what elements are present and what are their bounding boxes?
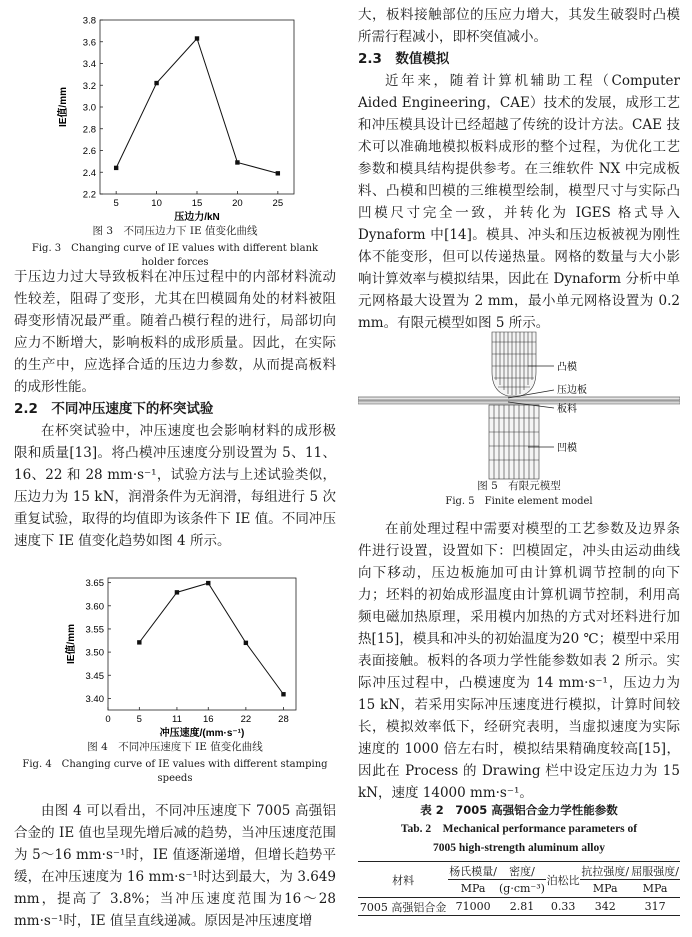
figure3-plot-frame [100,20,294,194]
table-cell: 0.33 [550,900,576,913]
blank-holder-shape [358,397,680,400]
figure5-caption-en: Fig. 5 Finite element model [445,496,593,507]
figure4-y-tick-label: 3.50 [85,647,104,659]
figure3-y-tick-label: 3.0 [82,102,96,114]
figure4-plot-frame [108,578,296,710]
figure3-data-point [276,171,280,175]
figure3-x-tick-label: 10 [151,198,162,209]
table-cell: 71000 [455,900,491,913]
figure4-data-point [206,581,210,585]
figure3-y-tick-label: 3.2 [82,80,96,92]
table-unit-cell: MPa [448,880,498,898]
figure4-y-axis-label: IE值/mm [66,623,77,665]
left-paragraph-2: 在杯突试验中，冲压速度也会影响材料的成形极限和质量[13]。将凸模冲压速度分别设置为 5、11、16、22 和 28 mm·s⁻¹，试验方法与上述试验类似，压边力为 15 kN，润滑条件为无润滑，每组进行 5 次重复试验，取得的均值即为该条件下 IE 值。不同冲压速度下 IE 值变化趋势如图 4 所示。 [14,423,336,549]
figure3-data-point [235,160,239,164]
figure3-y-tick-label: 3.8 [82,15,96,27]
figure4-x-tick-label: 11 [171,714,182,725]
figure3-y-tick-label: 2.4 [82,167,96,179]
table2-title-en-2: 7005 high-strength aluminum alloy [433,842,605,854]
figure3-y-tick-label: 3.4 [82,59,96,70]
figure4-y-tick-label: 3.55 [85,624,104,636]
table-cell: 7005 高强铝合金 [359,900,447,914]
figure3-caption-en: Fig. 3 Changing curve of IE values with different blank holder forces [31,243,319,268]
table-cell: 342 [594,900,616,913]
right-paragraph-1: 近年来，随着计算机辅助工程（Computer Aided Engineering，CAE）技术的发展，成形工艺和冲压模具设计已经超越了传统的设计方法。CAE 技术可以准确地模拟板料成形的整个过程，为优化工艺参数和模具结构提供参考。在三维软件 NX 中完成板料、凸模和凹模的三维模型绘制，模型尺寸与实际凸凹模尺寸完全一致，并转化为 IGES 格式导入 Dynaform 中[14]。模具、冲头和压边板被视为刚性体不能变形，但可以传递热量。网格的数量与大小影响计算效率与模拟结果，因此在 Dynaform 分析中单元网格最大设置为 2 mm，最小单元网格设置为 0.2 mm。有限元模型如图 5 所示。 [358,73,680,331]
figure3-y-tick-label: 2.8 [82,124,96,136]
figure4-x-tick-label: 28 [278,714,289,725]
table-cell: 317 [644,900,666,913]
figure4-x-tick-label: 16 [202,714,214,725]
figure4-x-tick-label: 22 [240,714,252,725]
figure3-caption-zh: 图 3 不同压边力下 IE 值变化曲线 [92,225,258,237]
figure3-chart [14,0,336,225]
label-punch: 凸模 [557,362,577,373]
label-die: 凹模 [557,443,577,454]
figure3-data-point [195,36,199,40]
table-header-cell: 材料 [358,862,448,898]
figure4-data-point [175,590,179,594]
figure4-x-tick-label: 0 [105,714,111,725]
figure3-y-axis-label: IE值/mm [58,86,69,128]
table2 [358,861,680,916]
figure4-data-point [137,640,141,644]
label-blank-holder: 压边板 [557,385,587,396]
table-header-cell: 密度/ [509,864,535,878]
figure3-y-tick-label: 2.2 [82,189,96,201]
figure3-y-tick-label: 3.6 [82,37,96,49]
figure4-series-line [139,583,283,694]
table-cell: 2.81 [509,900,535,913]
figure4-chart [14,560,336,740]
table-unit-cell: MPa [580,880,630,898]
table2-title-en-1: Tab. 2 Mechanical performance parameters of [400,823,638,835]
figure4-caption-en: Fig. 4 Changing curve of IE values with different stamping speeds [22,759,328,784]
label-blank: 板料 [557,404,577,415]
table-header-cell: 屈服强度/ [631,864,679,878]
table2-title-zh: 表 2 7005 高强铝合金力学性能参数 [420,803,618,817]
figure3-x-tick-label: 15 [191,198,203,209]
table-unit-cell: (g·cm⁻³) [498,880,546,898]
figure3-x-tick-label: 5 [113,198,119,209]
figure3-x-tick-label: 20 [232,198,243,209]
figure5-caption-zh: 图 5 有限元模型 [477,480,561,492]
section-2-3-heading: 2.3 数值模拟 [358,51,450,67]
figure3-series-line [116,38,278,173]
die-shape [489,405,539,479]
table-row [358,898,680,916]
figure4-caption-zh: 图 4 不同冲压速度下 IE 值变化曲线 [87,741,263,753]
figure4-y-tick-label: 3.65 [85,578,104,590]
left-paragraph-3: 由图 4 可以看出，不同冲压速度下 7005 高强铝合金的 IE 值也呈现先增后减的趋势，当冲压速度范围为 5～16 mm·s⁻¹时，IE 值逐渐递增，但增长趋势平缓，在冲压速度为 16 mm·s⁻¹时达到最大，为 3.649 mm，提高了 3.8%；当冲压速度范围为16～28 mm·s⁻¹时，IE 值呈直线递减。原因是冲压速度增 [14,803,336,929]
figure3-data-point [114,166,118,170]
figure3-data-point [154,81,158,85]
table-header-cell: 抗拉强度/ [581,864,630,878]
table-header-cell: 泊松比 [546,862,580,898]
figure5-fe-model [358,330,680,480]
figure4-x-tick-label: 5 [136,714,142,725]
figure4-x-axis-label: 冲压速度/(mm·s⁻¹) [159,728,245,739]
figure3-y-tick-label: 2.6 [82,146,96,157]
figure4-data-point [281,692,285,696]
left-paragraph-1: 于压边力过大导致板料在冲压过程中的内部材料流动性较差，阻碍了变形，尤其在凹模圆角处的材料被阻碍变形情况最严重。随着凸模行程的进行，局部切向应力不断增大，影响板料的成形质量。因此，在实际的生产中，应选择合适的压边力参数，从而提高板料的成形性能。 [14,269,336,395]
figure3-x-axis-label: 压边力/kN [174,212,220,223]
figure4-y-tick-label: 3.45 [85,670,104,682]
table-header-row [358,862,680,880]
right-paragraph-2: 在前处理过程中需要对模型的工艺参数及边界条件进行设置，设置如下：凹模固定，冲头由运动曲线向下移动，压边板施加可由计算机调节控制的向下力；坯料的初始成形温度由计算机调节控制，利用高频电磁加热原理，采用模内加热的方式对坯料进行加热[15]，模具和冲头的初始温度为20 ℃；模型中采用表面接触。板料的各项力学性能参数如表 2 所示。实际冲压过程中，凸模速度为 14 mm·s⁻¹，压边力为 15 kN，若采用实际冲压速度进行模拟，计算时间较长，模拟效率低下，经研究表明，当虚拟速度为实际速度的 1000 倍左右时，模拟结果精确度较高[15]，因此在 Process 的 Drawing 栏中设定压边力为 15 kN，速度 14000 mm·s⁻¹。 [358,521,680,801]
table-header-cell: 杨氏模量/ [449,864,497,878]
punch-shape [492,332,536,396]
figure4-y-tick-label: 3.60 [85,601,104,613]
figure3-x-tick-label: 25 [272,198,284,209]
section-2-2-heading: 2.2 不同冲压速度下的杯突试验 [14,401,214,417]
table-unit-cell: MPa [630,880,680,898]
figure4-data-point [244,641,248,645]
figure4-y-tick-label: 3.40 [85,693,104,705]
right-paragraph-0: 大，板料接触部位的压应力增大，其发生破裂时凸模所需行程减小，即杯突值减小。 [358,7,680,45]
